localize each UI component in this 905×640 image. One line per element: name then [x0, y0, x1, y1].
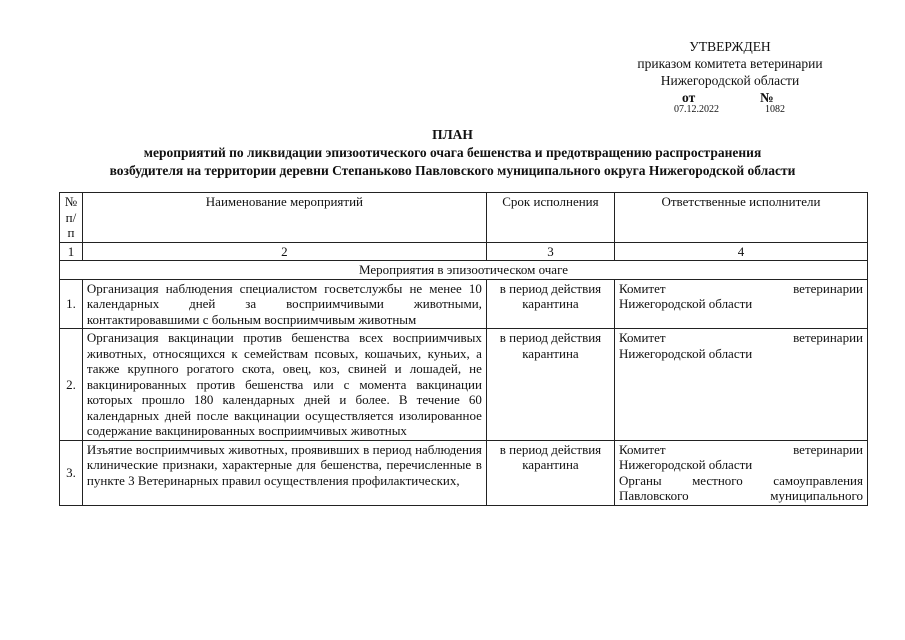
document-title: ПЛАН [432, 127, 473, 142]
document-subtitle [0, 144, 905, 180]
column-index-row [60, 242, 868, 261]
measure-responsible [614, 440, 867, 505]
responsible-line: Нижегородской области [618, 345, 753, 361]
responsible-line: Павловского муниципального [618, 488, 863, 503]
row-number: 3. [60, 440, 83, 505]
responsible-line: Нижегородской области [618, 296, 753, 311]
order-date: 07.12.2022 [674, 104, 719, 115]
section-title: Мероприятия в эпизоотическом очаге [60, 261, 868, 280]
table-header-row [60, 193, 868, 243]
table-row [60, 440, 868, 505]
responsible-line: Органы местного самоуправления [618, 472, 863, 488]
index-cell: 1 [60, 242, 83, 261]
approval-date-number-row [600, 89, 860, 115]
measure-name: Изъятие восприимчивых животных, проявивших в период наблюдения клинические признаки, характерные для бешенства, перечисленные в пункте 3 Ветеринарных правил осуществления профилактических, [82, 440, 486, 505]
approval-line-1: приказом комитета ветеринарии [637, 56, 823, 71]
approval-title: УТВЕРЖДЕН [689, 39, 771, 54]
measure-responsible [614, 329, 867, 441]
header-num: № п/п [60, 193, 83, 243]
index-cell: 3 [486, 242, 614, 261]
row-number: 2. [60, 329, 83, 441]
subtitle-line-1: мероприятий по ликвидации эпизоотического очага бешенства и предотвращению распространения [143, 145, 762, 160]
section-row [60, 261, 868, 280]
measure-term: в период действия карантина [486, 279, 614, 329]
index-cell: 4 [614, 242, 867, 261]
from-label: от [682, 90, 696, 105]
measure-name: Организация наблюдения специалистом госветслужбы не менее 10 календарных дней за восприимчивыми животными, контактировавшими с больным восприимчивым животным [82, 279, 486, 329]
approval-line-2: Нижегородской области [660, 73, 800, 88]
header-name: Наименование мероприятий [82, 193, 486, 243]
approval-block [600, 38, 860, 115]
table-row [60, 279, 868, 329]
table-row [60, 329, 868, 441]
responsible-line: Комитет ветеринарии [618, 330, 863, 345]
measure-term: в период действия карантина [486, 440, 614, 505]
measure-responsible [614, 279, 867, 329]
order-number: 1082 [765, 104, 785, 115]
subtitle-line-2: возбудителя на территории деревни Степаньково Павловского муниципального округа Нижегородской области [109, 163, 796, 178]
responsible-line: Комитет ветеринарии [618, 441, 863, 457]
header-term: Срок исполнения [486, 193, 614, 243]
responsible-line: Нижегородской области [618, 457, 753, 472]
plan-table [59, 192, 868, 506]
index-cell: 2 [82, 242, 486, 261]
row-number: 1. [60, 279, 83, 329]
responsible-line: Комитет ветеринарии [618, 280, 863, 296]
number-label: № [760, 90, 774, 105]
header-responsible: Ответственные исполнители [614, 193, 867, 243]
measure-term: в период действия карантина [486, 329, 614, 441]
measure-name: Организация вакцинации против бешенства всех восприимчивых животных, относящихся к семействам псовых, кошачьих, куньих, а также крупного рогатого скота, овец, коз, свиней и лошадей, не вакцинированных против бешенства или с момента вакцинации которых прошло 180 календарных дней и более. В течение 60 календарных дней после вакцинации осуществляется изолированное содержание вакцинированных восприимчивых животных [82, 329, 486, 441]
